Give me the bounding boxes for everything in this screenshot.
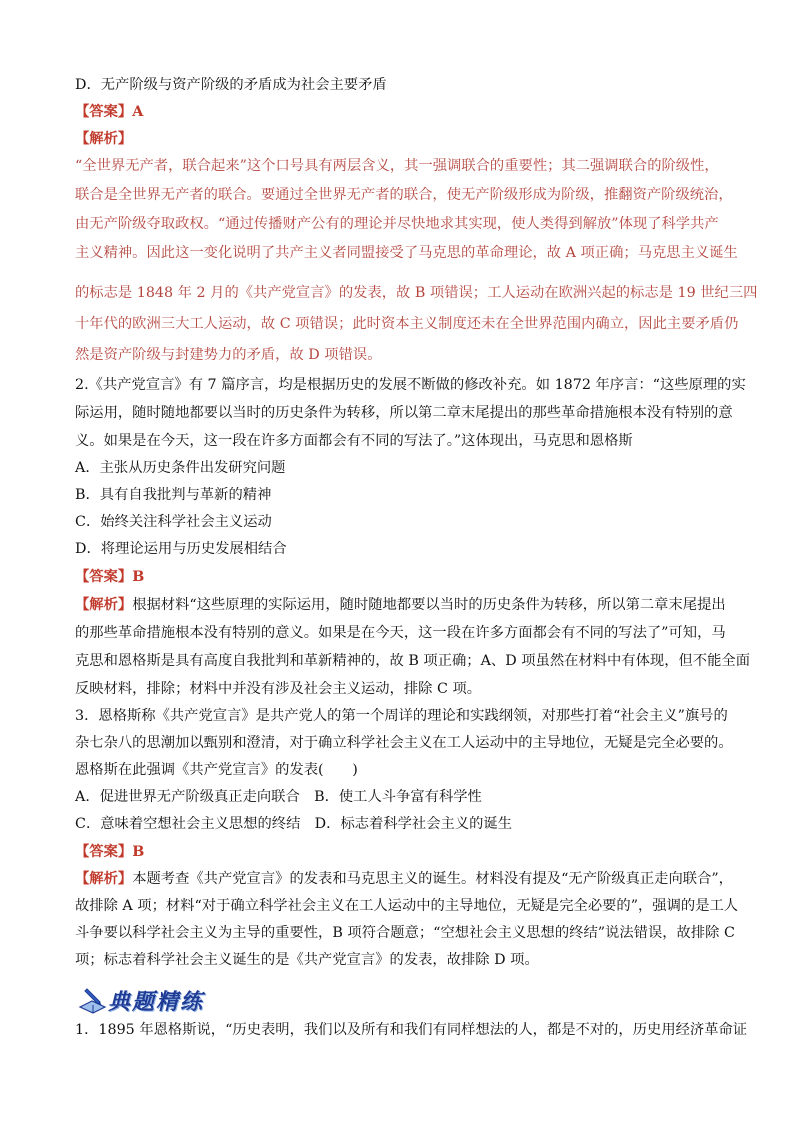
analysis-line: 十年代的欧洲三大工人运动，故 C 项错误；此时资本主义制度还未在全世界范围内确立，因此主要矛盾仍 (75, 316, 739, 332)
analysis-line (75, 595, 726, 615)
analysis-line: “全世界无产者，联合起来”这个口号具有两层含义，其一强调联合的重要性；其二强调联合的阶级性， (75, 158, 719, 174)
analysis-line: 克思和恩格斯是具有高度自我批判和革新精神的，故 B 项正确；A、D 项虽然在材料中有体现，但不能全面 (75, 653, 750, 669)
question-stem-line: 义。如果是在今天，这一段在许多方面都会有不同的写法了。”这体现出，马克思和恩格斯 (75, 433, 633, 449)
analysis-line: 故排除 A 项；材料“对于确立科学社会主义在工人运动中的主导地位，无疑是完全必要的”，强调的是工人 (75, 898, 739, 914)
option-b: B．具有自我批判与革新的精神 (75, 487, 272, 503)
answer-line (75, 102, 143, 122)
question-stem-line: 恩格斯在此强调《共产党宣言》的发表( ) (75, 762, 358, 778)
option-d: D．无产阶级与资产阶级的矛盾成为社会主要矛盾 (75, 77, 387, 93)
book-pen-icon (78, 985, 108, 1015)
question-stem-line: 2.《共产党宣言》有 7 篇序言，均是根据历史的发展不断做的修改补充。如 1872 年序言：“这些原理的实 (75, 377, 746, 393)
analysis-line: 的标志是 1848 年 2 月的《共产党宣言》的发表，故 B 项错误；工人运动在欧洲兴起的标志是 19 世纪三四 (75, 285, 758, 301)
option-d: D．将理论运用与历史发展相结合 (75, 541, 287, 557)
analysis-line: 项；标志着科学社会主义诞生的是《共产党宣言》的发表，故排除 D 项。 (75, 952, 539, 968)
option-a: A．主张从历史条件出发研究问题 (75, 460, 286, 476)
answer-value: B (132, 844, 145, 860)
question-stem-line: 1．1895 年恩格斯说，“历史表明，我们以及所有和我们有同样想法的人，都是不对的，历史用经济革命证 (75, 1022, 748, 1038)
answer-label: 【答案】 (75, 569, 133, 585)
analysis-label: 【解析】 (75, 597, 133, 613)
analysis-line: 的那些革命措施根本没有特别的意义。如果是在今天，这一段在许多方面都会有不同的写法了”可知，马 (75, 625, 726, 641)
analysis-line: 然是资产阶级与封建势力的矛盾，故 D 项错误。 (75, 347, 382, 363)
question-stem-line: 际运用，随时随地都要以当时的历史条件为转移，所以第二章末尾提出的那些革命措施根本没有特别的意 (75, 405, 733, 421)
option-row: C．意味着空想社会主义思想的终结 D．标志着科学社会主义的诞生 (75, 816, 513, 832)
analysis-text: 根据材料“这些原理的实际运用，随时随地都要以当时的历史条件为转移，所以第二章末尾提出 (132, 597, 726, 613)
section-logo (78, 985, 208, 1015)
question-stem-line: 杂七杂八的思潮加以甄别和澄清，对于确立科学社会主义在工人运动中的主导地位，无疑是完全必要的。 (75, 735, 733, 751)
analysis-line: 由无产阶级夺取政权。“通过传播财产公有的理论并尽快地求其实现，使人类得到解放”体现了科学共产 (75, 216, 719, 232)
option-c: C．始终关注科学社会主义运动 (75, 514, 272, 530)
answer-line (75, 567, 144, 587)
analysis-line: 斗争要以科学社会主义为主导的重要性，B 项符合题意；“空想社会主义思想的终结”说法错误，故排除 C (75, 925, 735, 941)
section-title: 典题精练 (108, 989, 205, 1015)
analysis-label: 【解析】 (75, 871, 133, 887)
answer-value: A (132, 104, 144, 120)
analysis-line: 主义精神。因此这一变化说明了共产主义者同盟接受了马克思的革命理论，故 A 项正确；马克思主义诞生 (75, 245, 738, 261)
answer-line (75, 842, 144, 862)
analysis-line: 反映材料，排除；材料中并没有涉及社会主义运动，排除 C 项。 (75, 681, 482, 697)
analysis-line: 联合是全世界无产者的联合。要通过全世界无产者的联合，使无产阶级形成为阶级，推翻资产阶级统治， (75, 187, 733, 203)
analysis-label: 【解析】 (75, 131, 133, 147)
question-stem-line: 3．恩格斯称《共产党宣言》是共产党人的第一个周详的理论和实践纲领，对那些打着“社会主义”旗号的 (75, 708, 728, 724)
option-row: A．促进世界无产阶级真正走向联合 B．使工人斗争富有科学性 (75, 789, 482, 805)
analysis-text: 本题考查《共产党宣言》的发表和马克思主义的诞生。材料没有提及“无产阶级真正走向联合”， (132, 871, 733, 887)
answer-label: 【答案】 (75, 104, 133, 120)
answer-value: B (132, 569, 145, 585)
answer-label: 【答案】 (75, 844, 133, 860)
analysis-line (75, 869, 733, 889)
